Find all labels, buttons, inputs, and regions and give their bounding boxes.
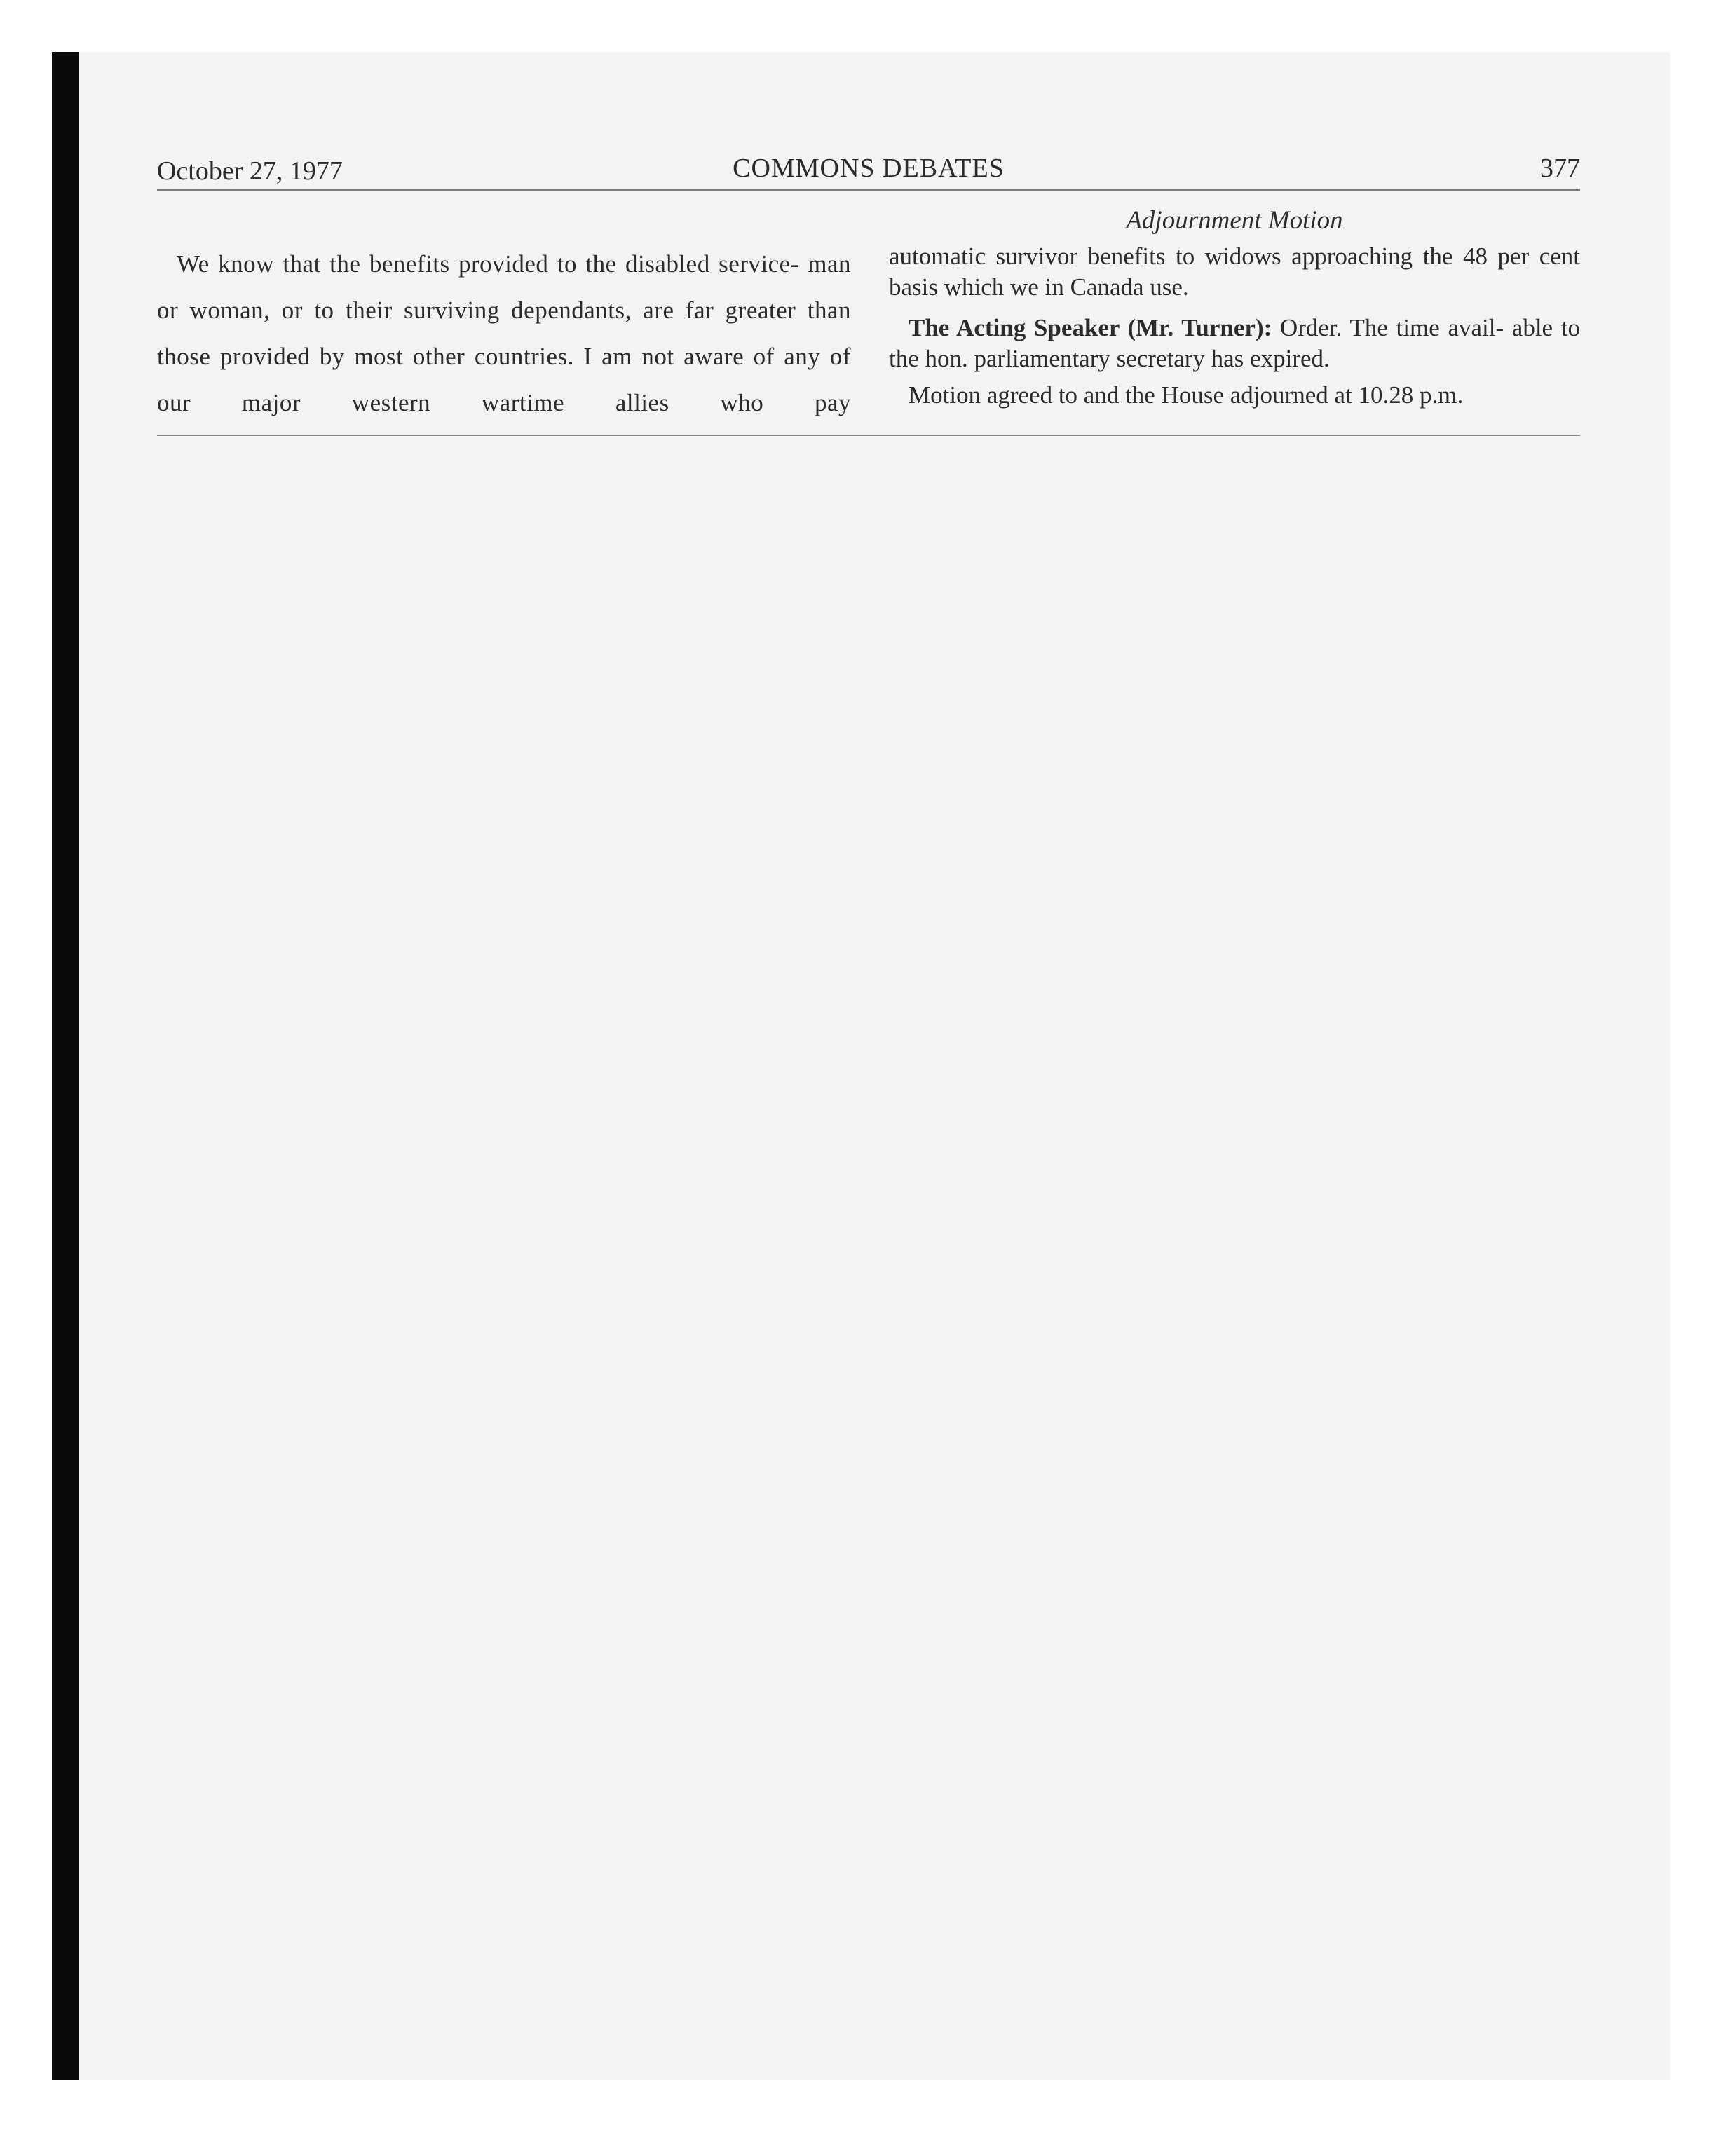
page-header [157,150,1580,186]
end-rule [157,435,1580,436]
page-number: 377 [1540,153,1580,183]
speaker-text: Order. The time avail- able to the hon. parliamentary secretary has expired. [889,314,1581,372]
header-rule [157,189,1580,191]
header-date: October 27, 1977 [157,156,343,186]
adjournment-paragraph: Motion agreed to and the House adjourned at 10.28 p.m. [909,381,1464,409]
right-column [889,241,1580,411]
right-paragraph-continuation: automatic survivor benefits to widows approaching the 48 per cent basis which we in Canada use. [889,243,1580,301]
speaker-label: The Acting Speaker (Mr. Turner): [909,314,1272,341]
section-heading: Adjournment Motion [1126,206,1343,235]
header-title: COMMONS DEBATES [733,153,1005,183]
left-column [157,241,851,426]
left-paragraph: We know that the benefits provided to the disabled service- man or woman, or to their surviving dependants, are far greater than those provided by most other countries. I am not aware of any of our major western wartime allies who pay [157,250,851,416]
scan-border [52,52,79,2080]
speaker-paragraph [889,313,1580,374]
